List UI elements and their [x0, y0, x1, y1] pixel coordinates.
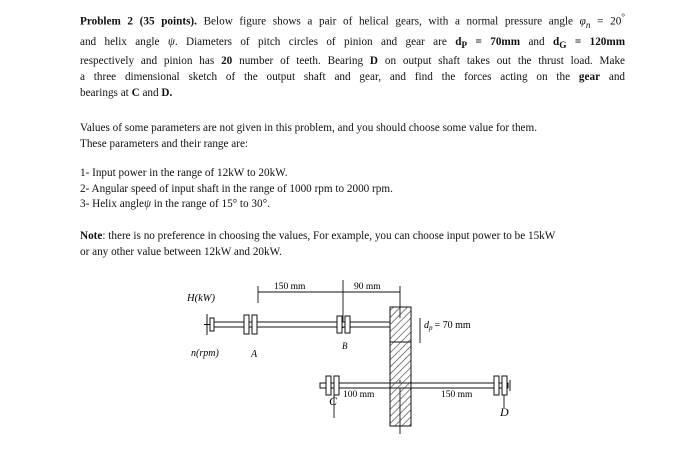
gear-word: gear: [578, 70, 601, 83]
psi-symbol: ψ: [167, 35, 175, 48]
note-line-2: or any other value between 12kW and 20kW.: [80, 245, 282, 258]
problem-heading: Problem 2 (35 points).: [80, 15, 197, 28]
phi-subscript: n: [585, 20, 591, 31]
degree-sign: °: [621, 13, 626, 23]
speed-label: n(rpm): [191, 348, 219, 359]
note-line-1-text: : there is no preference in choosing the values, For example, you can choose input power to be 15kW: [102, 230, 556, 242]
label-c: C: [329, 394, 338, 408]
dim-150-bottom: 150 mm: [441, 390, 473, 400]
problem-line-3-b: number of teeth. Bearing: [239, 55, 364, 68]
dim-100: 100 mm: [343, 390, 375, 400]
params-intro-line-1: Values of some parameters are not given in this problem, and you should choose some value for them.: [80, 122, 538, 134]
problem-line-5-a: bearings at: [80, 86, 129, 99]
input-shaft: [204, 322, 390, 327]
pressure-angle-value: = 20: [597, 15, 622, 28]
problem-line-4-a: a three dimensional sketch of the output shaft and gear, and find the forces acting on the: [80, 70, 571, 83]
and-word-3: and: [142, 86, 159, 99]
label-b: B: [342, 341, 348, 351]
param-helix-prefix: 3- Helix angle: [80, 198, 144, 211]
pinion-dia-subscript: p: [429, 324, 433, 332]
pinion-dia-symbol: d: [424, 320, 429, 331]
pinion-diameter-label: [424, 320, 471, 332]
bearing-d-letter-2: D.: [161, 86, 173, 99]
note-label: Note: [80, 230, 103, 242]
dg-value: = 120mm: [574, 35, 626, 48]
problem-line-3-c: on output shaft takes out the thrust load. Make: [384, 55, 626, 68]
problem-line-2-a: and helix angle: [80, 35, 160, 48]
and-word-2: and: [608, 70, 626, 83]
bearing-c-letter: C: [131, 86, 140, 99]
param-speed: 2- Angular speed of input shaft in the range of 1000 rpm to 2000 rpm.: [80, 182, 393, 195]
gear: [390, 342, 411, 426]
dimension-lines: [258, 280, 504, 434]
problem-line-1-text: Below figure shows a pair of helical gears, with a normal pressure angle: [203, 15, 573, 28]
params-intro-line-2: These parameters and their range are:: [80, 137, 249, 150]
pinion: [390, 307, 411, 342]
param-helix-symbol: ψ: [144, 198, 151, 211]
dp-value: = 70mm: [475, 35, 521, 48]
teeth-count: 20: [221, 55, 233, 68]
dim-90: 90 mm: [354, 282, 381, 292]
param-helix-suffix: in the range of 15° to 30°.: [153, 198, 270, 211]
label-a: A: [251, 349, 258, 360]
label-d: D: [500, 405, 509, 419]
problem-line-2-b: . Diameters of pitch circles of pinion and gear are: [174, 35, 447, 48]
bearing-d-letter: D: [369, 55, 378, 68]
output-shaft: [320, 383, 508, 388]
phi-symbol: φ: [579, 15, 586, 28]
and-word-1: and: [528, 35, 545, 48]
power-label: H(kW): [187, 293, 215, 304]
dim-150-top: 150 mm: [274, 282, 306, 292]
dg-subscript: G: [559, 40, 567, 51]
dp-subscript: P: [461, 40, 468, 51]
dp-symbol: d: [455, 35, 462, 48]
pinion-dia-value: = 70 mm: [434, 320, 471, 331]
dg-symbol: d: [552, 35, 560, 48]
problem-line-3-a: respectively and pinion has: [80, 55, 215, 68]
param-power: 1- Input power in the range of 12kW to 20kW.: [80, 167, 288, 179]
